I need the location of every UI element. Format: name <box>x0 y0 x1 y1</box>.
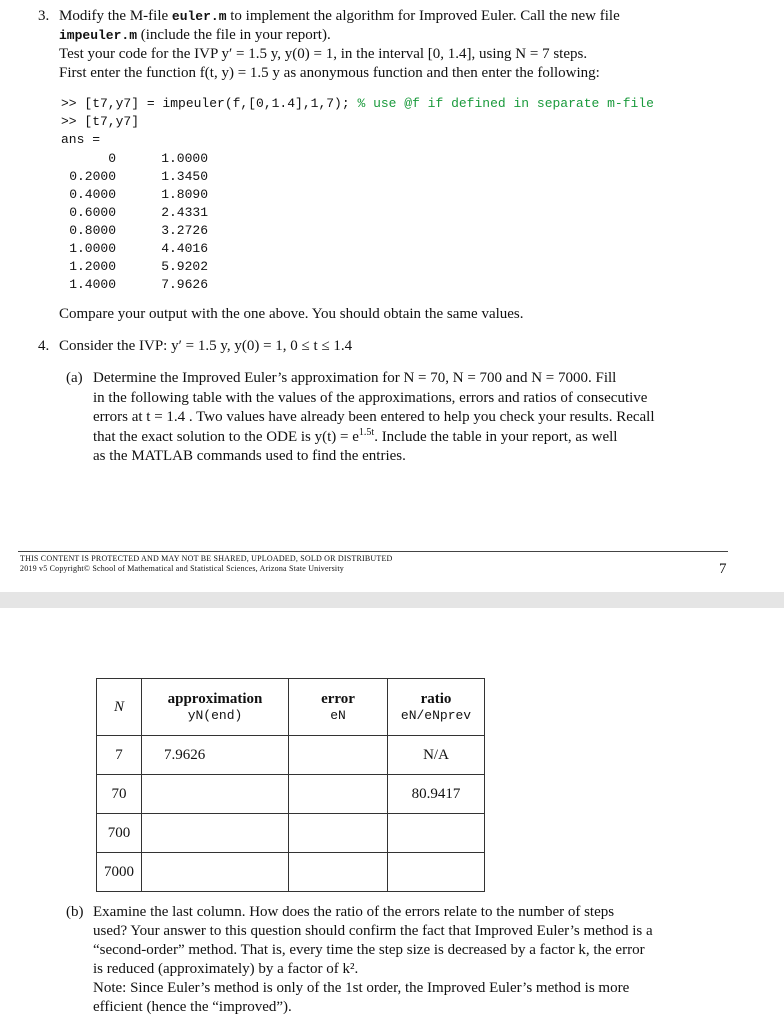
output-t-value: 0.6000 <box>69 205 116 220</box>
part-a-line: errors at t = 1.4 . Two values have already been entered to help you check your results. Recall <box>93 409 655 425</box>
cell-ratio[interactable] <box>388 853 485 892</box>
cell-error[interactable] <box>289 814 388 853</box>
cell-n: 7 <box>97 736 142 775</box>
output-t-column <box>60 150 116 294</box>
cell-approx[interactable] <box>142 775 289 814</box>
output-y-value: 4.4016 <box>161 241 208 256</box>
header-ratio-sub: eN/eNprev <box>400 708 472 723</box>
header-ratio <box>388 679 485 736</box>
output-t-value: 1.4000 <box>69 277 116 292</box>
cell-approx[interactable]: 7.9626 <box>142 736 289 775</box>
table-row <box>97 736 485 775</box>
exponent: 1.5t <box>358 426 375 438</box>
part-a-label: (a) <box>66 370 83 386</box>
part-b-body <box>93 903 653 1017</box>
footer-rule <box>18 551 728 552</box>
part-b-line: efficient (hence the “improved”). <box>93 999 292 1015</box>
table-header-row <box>97 679 485 736</box>
part-a-line: Determine the Improved Euler’s approximation for N = 70, N = 700 and N = 7000. Fill <box>93 370 617 386</box>
output-t-value: 1.0000 <box>69 241 116 256</box>
problem-3-line-2 <box>59 26 331 45</box>
results-table <box>96 678 485 892</box>
header-n <box>97 679 142 736</box>
command-line-2: >> [t7,y7] <box>61 114 140 129</box>
ans-label: ans = <box>61 132 101 147</box>
output-t-value: 0 <box>108 151 116 166</box>
output-t-value: 1.2000 <box>69 259 116 274</box>
problem-3-line-1 <box>59 7 620 26</box>
output-t-value: 0.2000 <box>69 169 116 184</box>
header-approx-sub: yN(end) <box>187 708 243 723</box>
cell-ratio[interactable] <box>388 814 485 853</box>
cell-error[interactable] <box>289 853 388 892</box>
part-a-body <box>93 369 655 467</box>
table-row <box>97 853 485 892</box>
p3-text: (include the file in your report). <box>137 27 331 43</box>
output-t-value: 0.4000 <box>69 187 116 202</box>
page-number: 7 <box>719 561 727 577</box>
part-b-line: used? Your answer to this question should confirm the fact that Improved Euler’s method is a <box>93 923 653 939</box>
header-error-sub: eN <box>330 708 346 723</box>
part-a-line <box>93 428 655 448</box>
output-y-value: 1.3450 <box>161 169 208 184</box>
output-t-value: 0.8000 <box>69 223 116 238</box>
cell-n: 7000 <box>97 853 142 892</box>
part-a-line: as the MATLAB commands used to find the entries. <box>93 448 406 464</box>
output-y-value: 3.2726 <box>161 223 208 238</box>
output-y-value: 1.0000 <box>161 151 208 166</box>
compare-text: Compare your output with the one above. You should obtain the same values. <box>59 306 524 322</box>
problem-3-line-3: Test your code for the IVP y′ = 1.5 y, y(0) = 1, in the interval [0, 1.4], using N = 7 steps. <box>59 46 588 62</box>
cell-n: 70 <box>97 775 142 814</box>
footer-line-1: THIS CONTENT IS PROTECTED AND MAY NOT BE SHARED, UPLOADED, SOLD OR DISTRIBUTED <box>20 554 393 563</box>
header-ratio-title: ratio <box>420 691 452 707</box>
command-line-1 <box>61 96 654 111</box>
output-y-value: 7.9626 <box>161 277 208 292</box>
part-a-line: in the following table with the values of the approximations, errors and ratios of consecutive <box>93 389 648 406</box>
part-a-line-text: that the exact solution to the ODE is y(t) = e <box>93 428 359 445</box>
cell-n: 700 <box>97 814 142 853</box>
header-approximation <box>142 679 289 736</box>
cell-error[interactable] <box>289 775 388 814</box>
cell-approx[interactable] <box>142 814 289 853</box>
output-y-column <box>152 150 208 294</box>
p3-text: Modify the M-file <box>59 8 172 24</box>
part-b-line: is reduced (approximately) by a factor of k². <box>93 961 359 977</box>
file-euler: euler.m <box>171 9 227 24</box>
output-y-value: 5.9202 <box>161 259 208 274</box>
problem-4-line-1: Consider the IVP: y′ = 1.5 y, y(0) = 1, 0 ≤ t ≤ 1.4 <box>59 338 353 354</box>
part-b-line: “second-order” method. That is, every time the step size is decreased by a factor k, the error <box>93 942 645 958</box>
footer-line-2: 2019 v5 Copyright© School of Mathematical and Statistical Sciences, Arizona State University <box>20 564 344 573</box>
command-text: >> [t7,y7] = impeuler(f,[0,1.4],1,7); <box>61 96 350 111</box>
header-n-text: N <box>113 698 124 715</box>
cell-error[interactable] <box>289 736 388 775</box>
output-y-value: 1.8090 <box>161 187 208 202</box>
p3-text: to implement the algorithm for Improved Euler. Call the new file <box>226 8 620 24</box>
table-row <box>97 775 485 814</box>
part-b-line: Examine the last column. How does the ratio of the errors relate to the number of steps <box>93 904 615 920</box>
output-y-value: 2.4331 <box>161 205 208 220</box>
part-b-label: (b) <box>66 904 84 920</box>
problem-3-number: 3. <box>38 8 50 24</box>
cell-ratio[interactable]: N/A <box>388 736 485 775</box>
file-impeuler: impeuler.m <box>59 28 138 43</box>
header-approx-title: approximation <box>167 691 263 707</box>
page-lower <box>0 608 784 1024</box>
problem-3-line-4: First enter the function f(t, y) = 1.5 y as anonymous function and then enter the following: <box>59 65 600 81</box>
header-error <box>289 679 388 736</box>
table-row <box>97 814 485 853</box>
header-error-title: error <box>321 691 355 707</box>
problem-4-number: 4. <box>38 338 50 354</box>
command-comment: % use @f if defined in separate m-file <box>357 96 654 111</box>
part-a-line-text: . Include the table in your report, as well <box>374 428 618 445</box>
part-b-line: Note: Since Euler’s method is only of the 1st order, the Improved Euler’s method is more <box>93 980 630 996</box>
page-separator <box>0 592 784 608</box>
cell-approx[interactable] <box>142 853 289 892</box>
cell-ratio[interactable]: 80.9417 <box>388 775 485 814</box>
